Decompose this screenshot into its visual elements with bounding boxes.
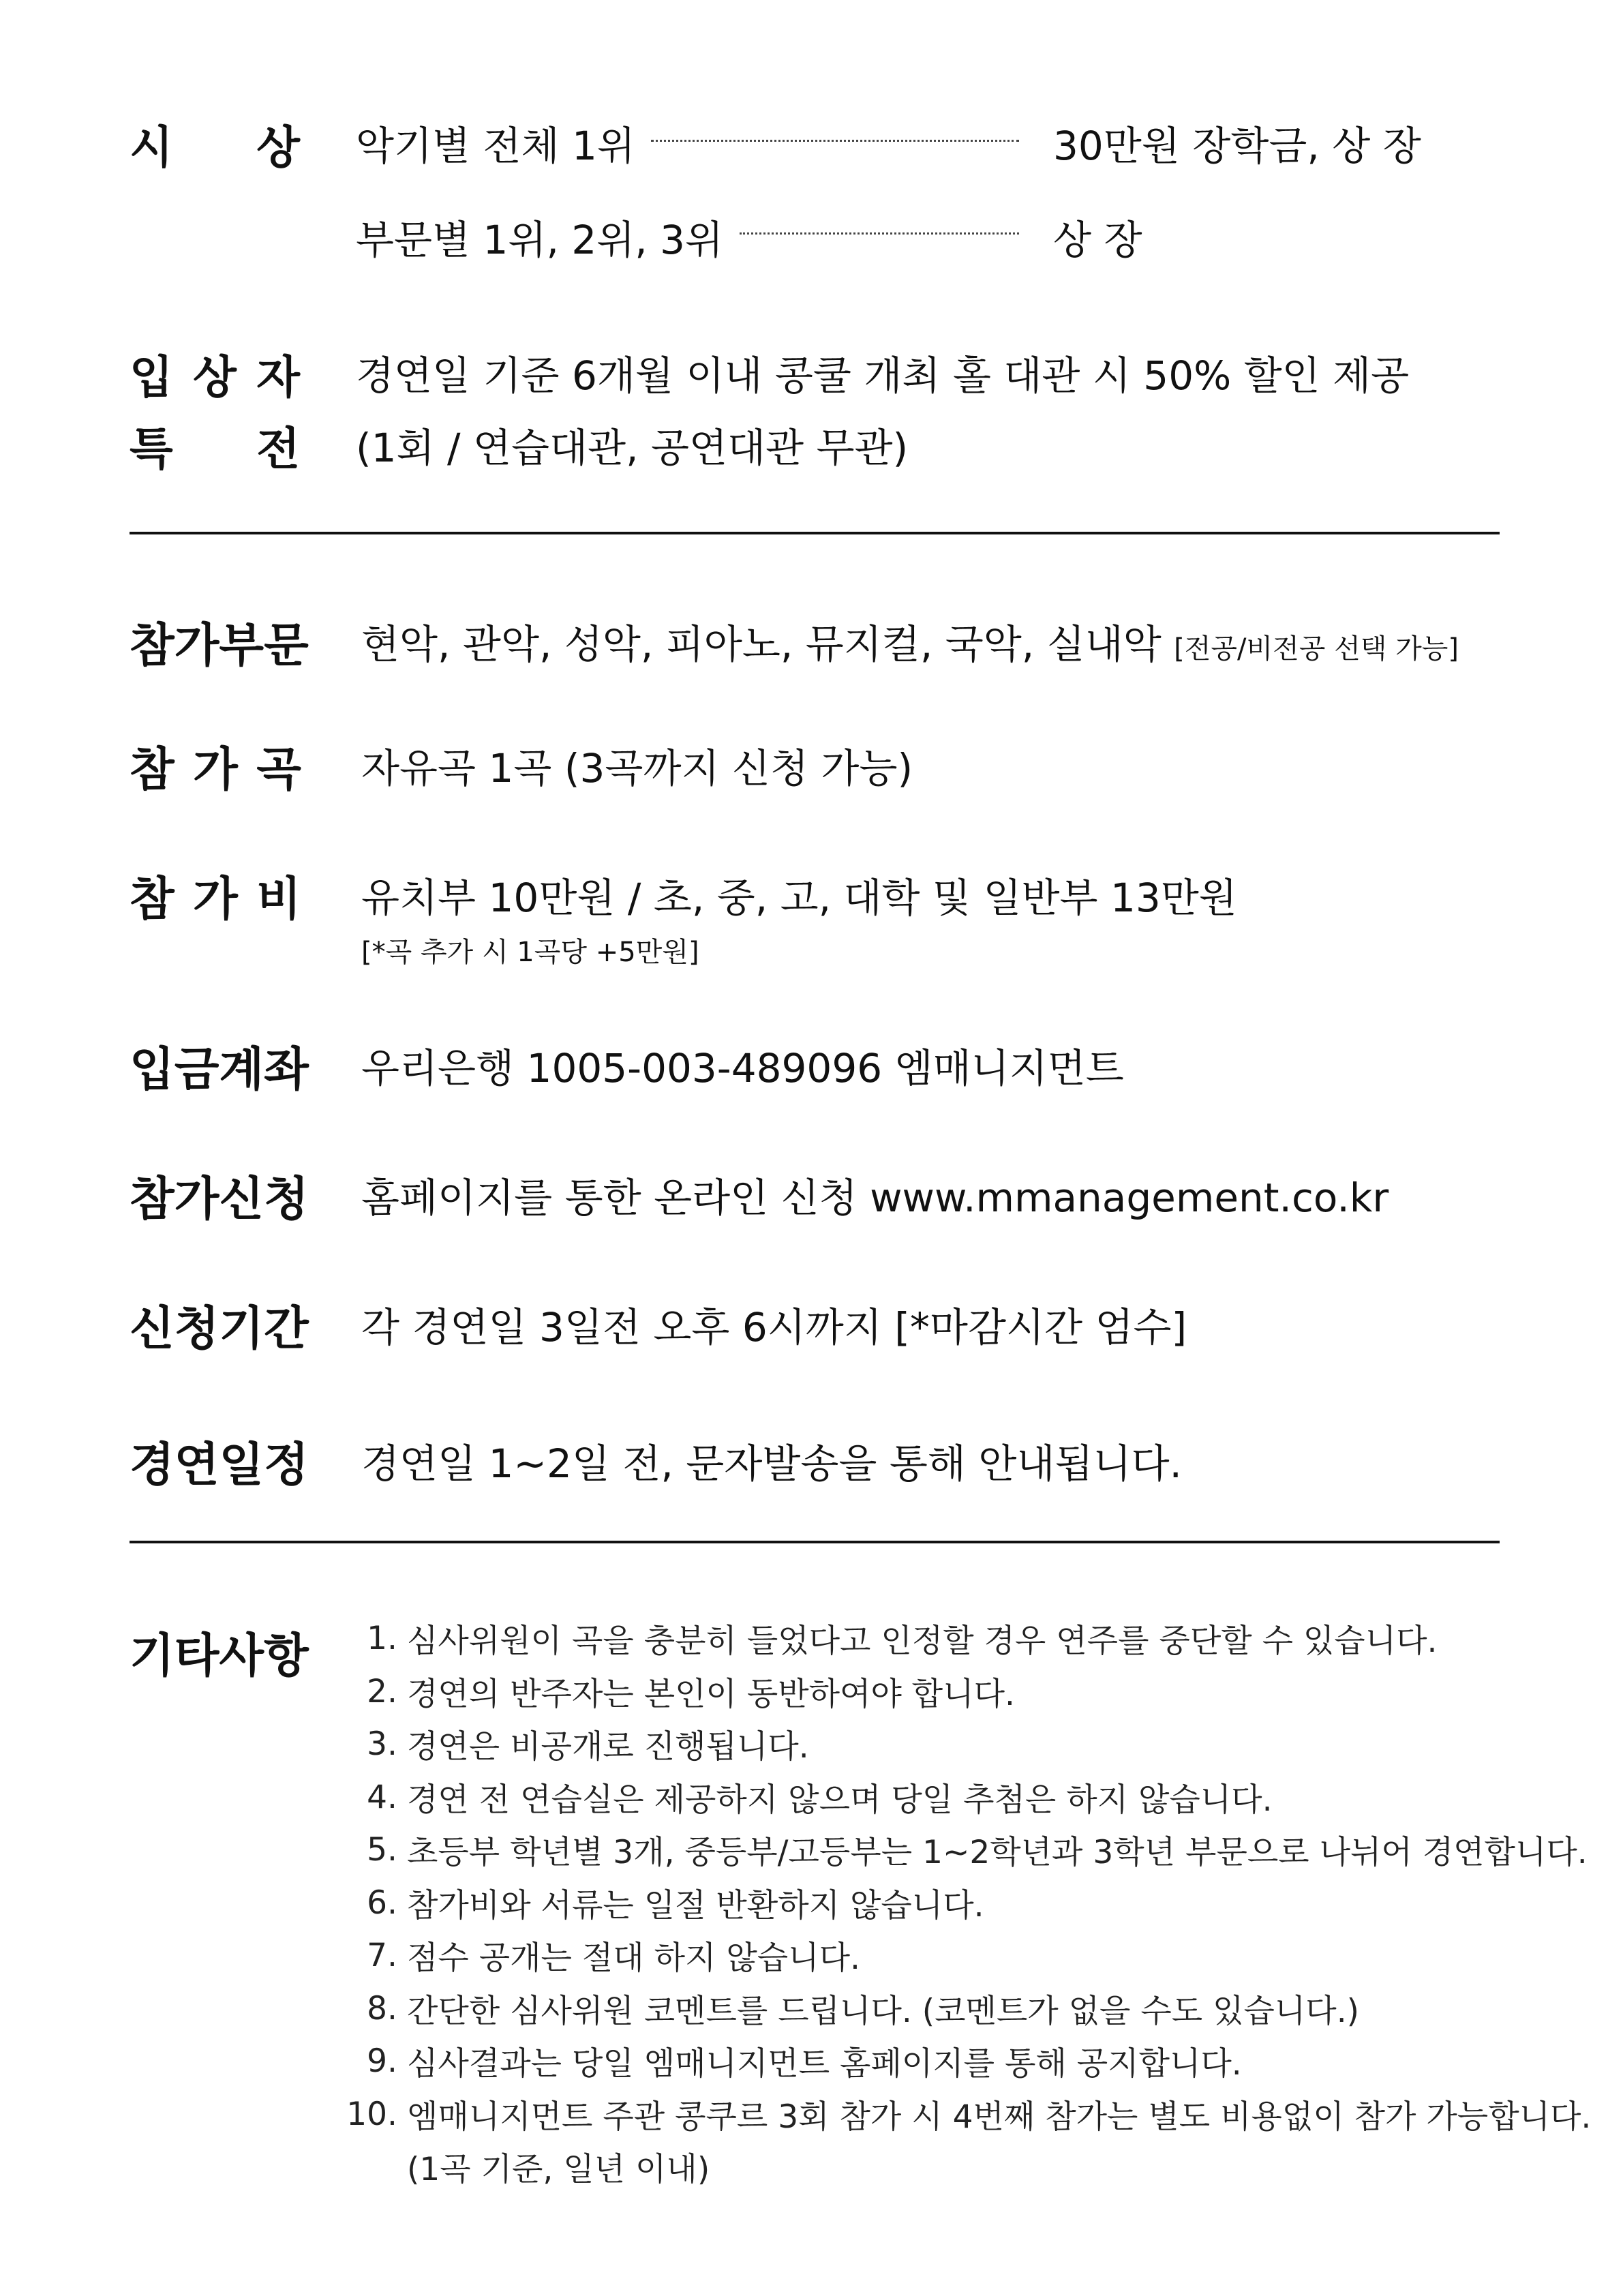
entry-category-value bbox=[361, 612, 1459, 669]
note-number: 8. bbox=[367, 1989, 397, 2027]
winner-benefit-label-line2 bbox=[130, 412, 300, 477]
list-item bbox=[344, 1877, 1591, 1930]
schedule-label: 경연일정 bbox=[130, 1438, 309, 1492]
list-item bbox=[344, 1824, 1591, 1877]
schedule-value: 경연일 1~2일 전, 문자발송을 통해 안내됩니다. bbox=[361, 1440, 1182, 1487]
deposit-account-label: 입금계좌 bbox=[130, 1043, 309, 1097]
entry-piece-label-char: 가 bbox=[193, 743, 238, 797]
list-item bbox=[344, 1718, 1591, 1771]
list-item bbox=[344, 1665, 1591, 1719]
deposit-account-value: 우리은행 1005-003-489096 엠매니지먼트 bbox=[361, 1045, 1124, 1091]
list-item bbox=[344, 1929, 1591, 1982]
note-text: 참가비와 서류는 일절 반환하지 않습니다. bbox=[407, 1886, 984, 1924]
notes-list bbox=[344, 1612, 1591, 2194]
entry-piece-label-char: 곡 bbox=[256, 743, 301, 797]
list-item bbox=[344, 2035, 1591, 2088]
entry-fee-label bbox=[130, 862, 301, 928]
application-label: 참가신청 bbox=[130, 1173, 309, 1226]
winner-benefit-label-char: 자 bbox=[256, 351, 300, 404]
prize-row2-reward: 상 장 bbox=[1053, 217, 1142, 263]
list-item bbox=[344, 2088, 1591, 2141]
note-text: 심사결과는 당일 엠매니지먼트 홈페이지를 통해 공지합니다. bbox=[407, 2045, 1242, 2083]
entry-category-label: 참가부문 bbox=[130, 619, 309, 673]
section-divider bbox=[130, 532, 1500, 534]
note-text: 엠매니지먼트 주관 콩쿠르 3회 참가 시 4번째 참가는 별도 비용없이 참가 가능합니다. bbox=[407, 2098, 1592, 2136]
notes-label: 기타사항 bbox=[130, 1629, 309, 1683]
prize-label-char: 시 bbox=[130, 121, 173, 174]
note-number: 10. bbox=[346, 2095, 397, 2133]
application-period-label: 신청기간 bbox=[130, 1302, 309, 1356]
list-item bbox=[344, 1771, 1591, 1824]
entry-piece-value: 자유곡 1곡 (3곡까지 신청 가능) bbox=[361, 745, 913, 791]
prize-label bbox=[130, 111, 300, 176]
entry-piece-label bbox=[130, 733, 301, 799]
winner-benefit-label-char: 전 bbox=[256, 423, 300, 475]
note-continuation: (1곡 기준, 일년 이내) bbox=[407, 2151, 710, 2189]
winner-benefit-label-char: 입 bbox=[130, 351, 173, 404]
list-item bbox=[344, 1612, 1591, 1665]
note-number: 7. bbox=[367, 1937, 397, 1975]
winner-benefit-line1: 경연일 기준 6개월 이내 콩쿨 개최 홀 대관 시 50% 할인 제공 bbox=[356, 352, 1410, 399]
prize-row2-item: 부문별 1위, 2위, 3위 bbox=[356, 217, 724, 263]
entry-fee-label-char: 비 bbox=[256, 873, 301, 926]
note-text: 경연의 반주자는 본인이 동반하여야 합니다. bbox=[407, 1675, 1015, 1713]
prize-row1-leader bbox=[651, 140, 1019, 142]
list-item bbox=[344, 1982, 1591, 2036]
winner-benefit-label-char: 상 bbox=[193, 351, 237, 404]
note-number: 6. bbox=[367, 1884, 397, 1922]
note-text: 점수 공개는 절대 하지 않습니다. bbox=[407, 1939, 860, 1978]
winner-benefit-line2: (1회 / 연습대관, 공연대관 무관) bbox=[356, 425, 909, 471]
entry-fee-label-char: 가 bbox=[193, 873, 238, 926]
note-number: 2. bbox=[367, 1672, 397, 1710]
entry-fee-note: [*곡 추가 시 1곡당 +5만원] bbox=[361, 937, 699, 968]
entry-fee-label-char: 참 bbox=[130, 873, 175, 926]
application-period-value: 각 경연일 3일전 오후 6시까지 [*마감시간 엄수] bbox=[361, 1304, 1187, 1350]
entry-fee-value: 유치부 10만원 / 초, 중, 고, 대학 및 일반부 13만원 bbox=[361, 875, 1237, 921]
prize-row1-reward: 30만원 장학금, 상 장 bbox=[1053, 123, 1421, 169]
note-number: 4. bbox=[367, 1778, 397, 1816]
note-number: 5. bbox=[367, 1831, 397, 1869]
section-divider bbox=[130, 1541, 1500, 1543]
application-value: 홈페이지를 통한 온라인 신청 www.mmanagement.co.kr bbox=[361, 1175, 1389, 1221]
prize-row2-leader bbox=[740, 232, 1019, 235]
prize-label-char: 상 bbox=[256, 121, 300, 174]
note-number: 3. bbox=[367, 1725, 397, 1764]
note-text: 심사위원이 곡을 충분히 들었다고 인정할 경우 연주를 중단할 수 있습니다. bbox=[407, 1622, 1438, 1661]
entry-piece-label-char: 참 bbox=[130, 743, 175, 797]
note-number: 9. bbox=[367, 2042, 397, 2081]
entry-category-list: 현악, 관악, 성악, 피아노, 뮤지컬, 국악, 실내악 bbox=[361, 621, 1162, 667]
winner-benefit-label-char: 특 bbox=[130, 423, 173, 475]
prize-row1-item: 악기별 전체 1위 bbox=[356, 123, 635, 169]
note-text: 경연은 비공개로 진행됩니다. bbox=[407, 1728, 809, 1766]
note-text: 초등부 학년별 3개, 중등부/고등부는 1~2학년과 3학년 부문으로 나뉘어 경연합니다. bbox=[407, 1834, 1588, 1872]
note-text: 간단한 심사위원 코멘트를 드립니다. (코멘트가 없을 수도 있습니다.) bbox=[407, 1992, 1359, 2030]
winner-benefit-label-line1 bbox=[130, 341, 300, 406]
note-number: 1. bbox=[367, 1620, 397, 1658]
entry-category-note: [전공/비전공 선택 가능] bbox=[1174, 633, 1459, 665]
note-text: 경연 전 연습실은 제공하지 않으며 당일 추첨은 하지 않습니다. bbox=[407, 1781, 1273, 1819]
